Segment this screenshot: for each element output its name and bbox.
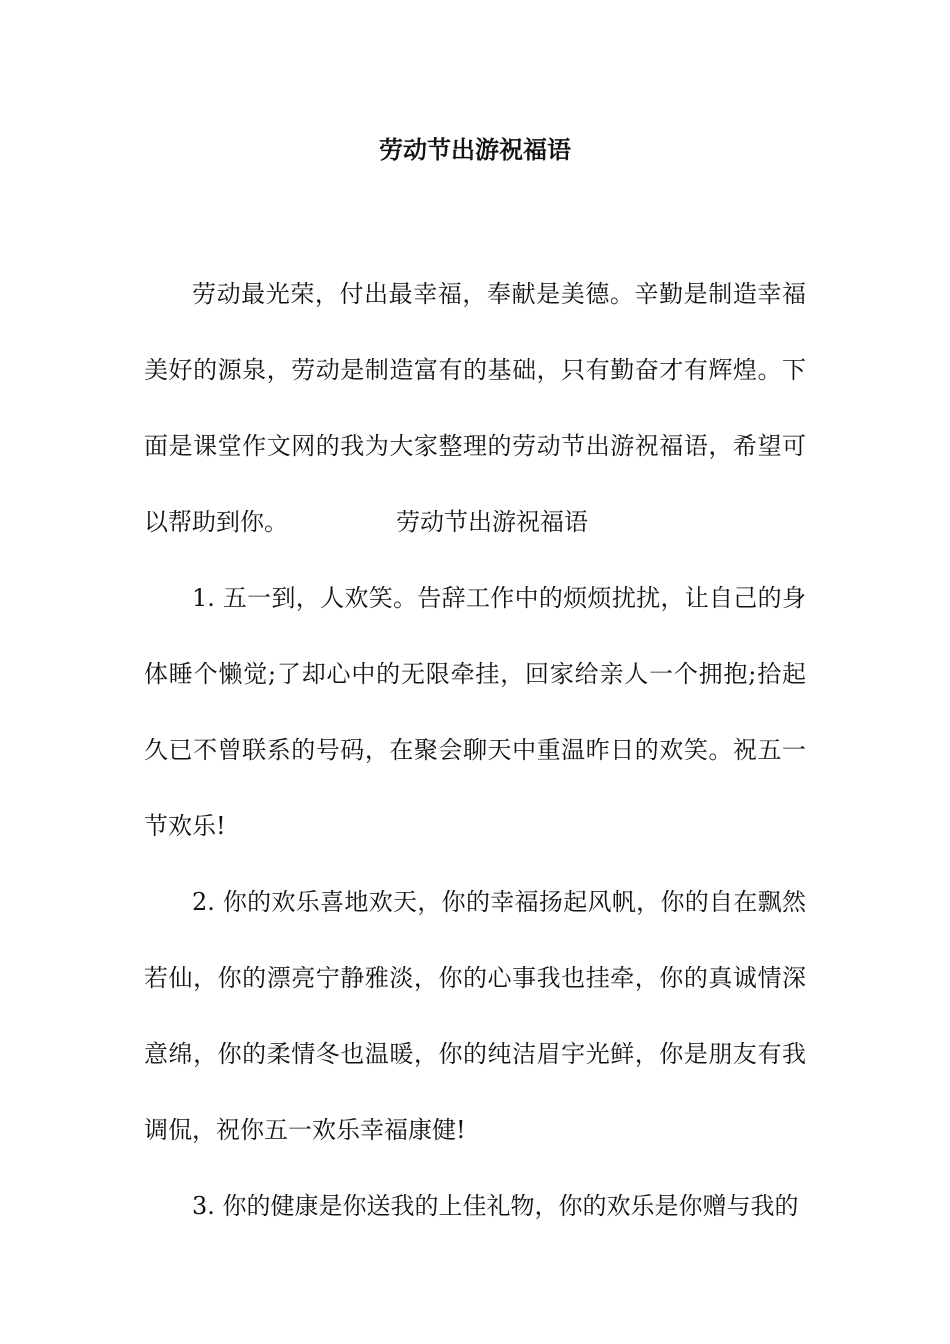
list-item-2: 2. 你的欢乐喜地欢天，你的幸福扬起风帆，你的自在飘然若仙，你的漂亮宁静雅淡，你的心事我也挂牵，你的真诚情深意绵，你的柔情冬也温暖，你的纯洁眉宇光鲜，你是朋友有我调侃，祝你五一欢乐幸福康健! [144, 888, 806, 1144]
list-item-1: 1. 五一到，人欢笑。告辞工作中的烦烦扰扰，让自己的身体睡个懒觉;了却心中的无限牵挂，回家给亲人一个拥抱;拾起久已不曾联系的号码，在聚会聊天中重温昨日的欢笑。祝五一节欢乐! [144, 584, 806, 840]
intro-text: 劳动最光荣，付出最幸福，奉献是美德。辛勤是制造幸福美好的源泉，劳动是制造富有的基础，只有勤奋才有辉煌。下面是课堂作文网的我为大家整理的劳动节出游祝福语，希望可以帮助到你。 [144, 280, 806, 536]
document-title: 劳动节出游祝福语 [379, 136, 571, 164]
inline-heading: 劳动节出游祝福语 [396, 508, 588, 536]
list-item-3: 3. 你的健康是你送我的上佳礼物，你的欢乐是你赠与我的 [192, 1192, 799, 1220]
document-body [144, 256, 806, 1244]
intro-paragraph [144, 256, 806, 560]
